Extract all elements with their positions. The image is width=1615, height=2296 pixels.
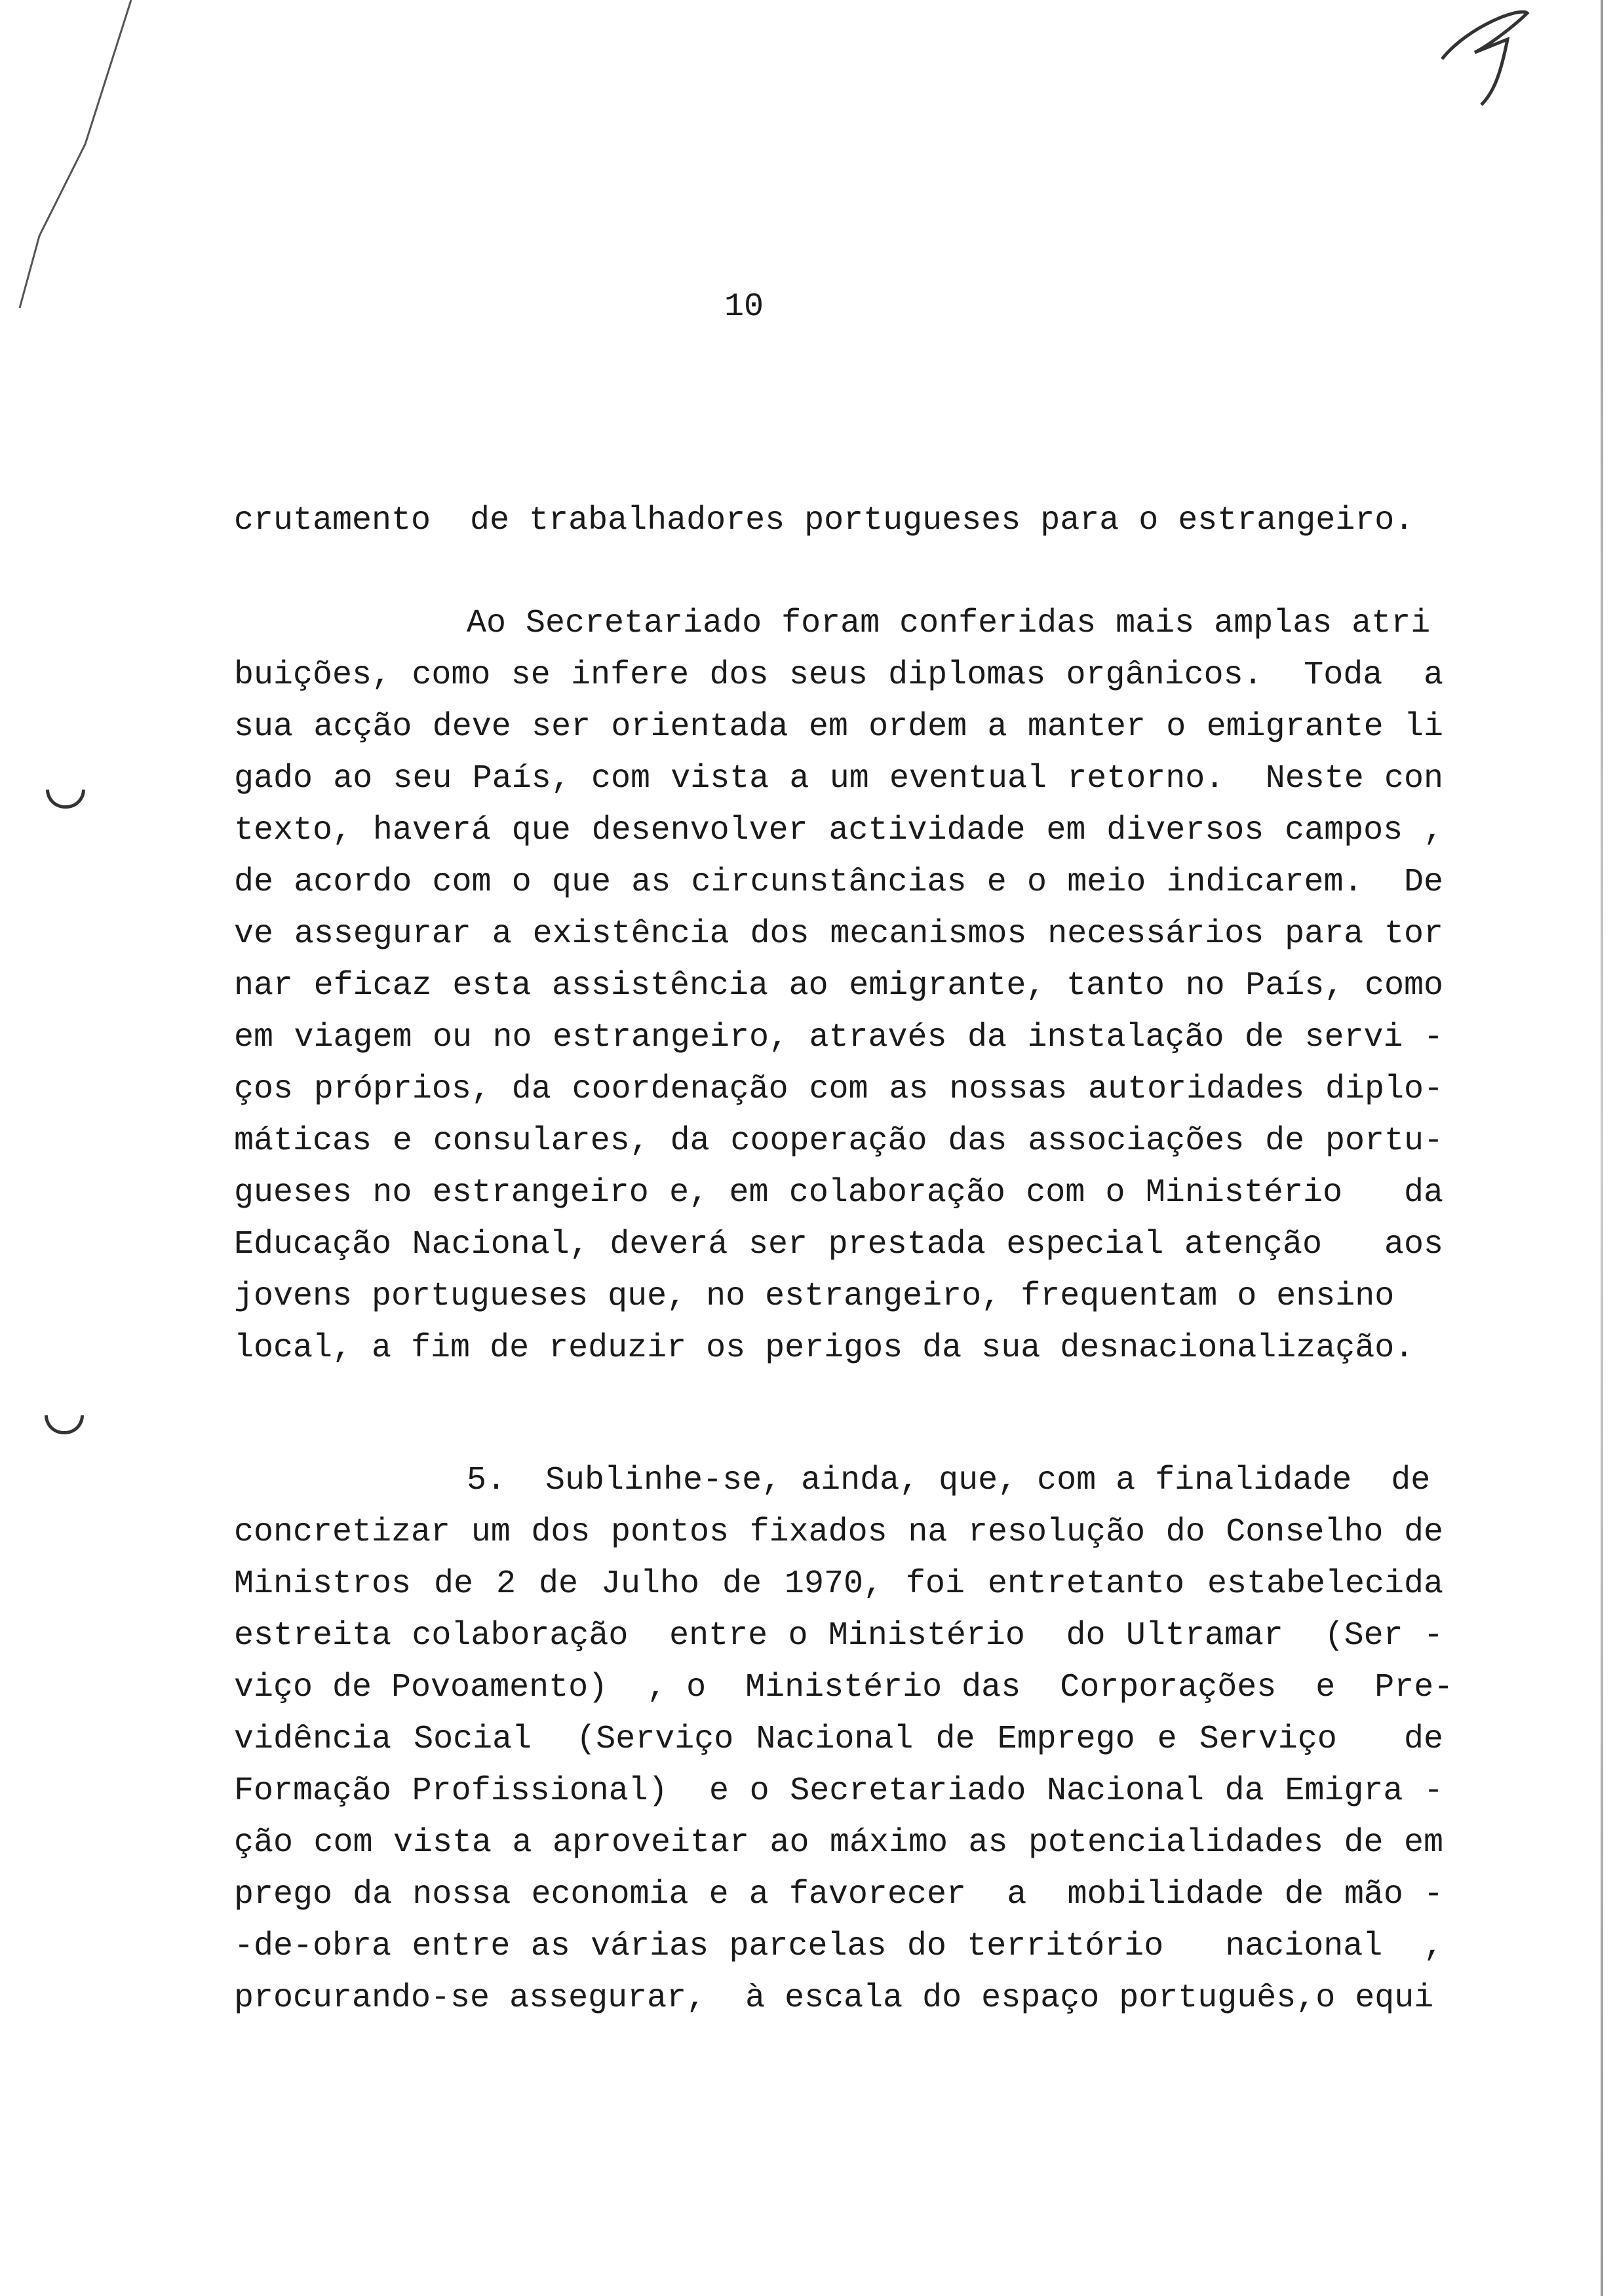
text-line: de acordo com o que as circunstâncias e o meio indicarem. De [234,864,1443,901]
text-line: gado ao seu País, com vista a um eventual retorno. Neste con [234,760,1443,797]
paragraph-section-5 [234,1455,1454,2024]
punch-hole-mark [45,1415,84,1434]
text-line: Educação Nacional, deverá ser prestada especial atenção aos [234,1226,1443,1263]
text-line: Ministros de 2 de Julho de 1970, foi entretanto estabelecida [234,1565,1443,1603]
text-line: ços próprios, da coordenação com as nossas autoridades diplo- [234,1071,1443,1108]
punch-hole-mark [46,790,85,809]
handwritten-initial-mark [1429,0,1534,118]
text-line: sua acção deve ser orientada em ordem a manter o emigrante li [234,708,1443,746]
text-line: vidência Social (Serviço Nacional de Emprego e Serviço de [234,1721,1443,1758]
text-line: 5. Sublinhe-se, ainda, que, com a finalidade de [467,1462,1431,1499]
text-line: máticas e consulares, da cooperação das associações de portu- [234,1122,1443,1160]
text-line: buições, como se infere dos seus diplomas orgânicos. Toda a [234,657,1443,694]
page-edge [1601,0,1603,2296]
text-line: prego da nossa economia e a favorecer a mobilidade de mão - [234,1876,1443,1913]
text-line: jovens portugueses que, no estrangeiro, frequentam o ensino [234,1278,1395,1315]
text-line: estreita colaboração entre o Ministério do Ultramar (Ser - [234,1617,1443,1655]
paragraph-secretariado [234,598,1443,1374]
text-line: ção com vista a aproveitar ao máximo as potencialidades de em [234,1824,1443,1862]
text-line: viço de Povoamento) , o Ministério das Corporações e Pre- [234,1669,1454,1706]
text-line: local, a fim de reduzir os perigos da sua desnacionalização. [234,1330,1414,1367]
text-line: -de-obra entre as várias parcelas do território nacional , [234,1928,1443,1965]
text-line: procurando-se assegurar, à escala do espaço português,o equi [234,1980,1434,2017]
text-line: Formação Profissional) e o Secretariado Nacional da Emigra - [234,1772,1443,1810]
text-line: crutamento de trabalhadores portugueses para o estrangeiro. [234,502,1414,539]
margin-pencil-line [0,0,144,341]
text-line: nar eficaz esta assistência ao emigrante, tanto no País, como [234,967,1443,1004]
text-line: ve assegurar a existência dos mecanismos necessários para tor [234,915,1443,953]
text-line: Ao Secretariado foram conferidas mais amplas atri [467,605,1431,642]
text-line: gueses no estrangeiro e, em colaboração com o Ministério da [234,1174,1443,1212]
paragraph-continuation [234,495,1443,546]
page-number: 10 [724,288,764,326]
text-line: texto, haverá que desenvolver actividade em diversos campos , [234,812,1443,849]
text-line: concretizar um dos pontos fixados na resolução do Conselho de [234,1514,1443,1551]
text-line: em viagem ou no estrangeiro, através da instalação de servi - [234,1019,1443,1056]
